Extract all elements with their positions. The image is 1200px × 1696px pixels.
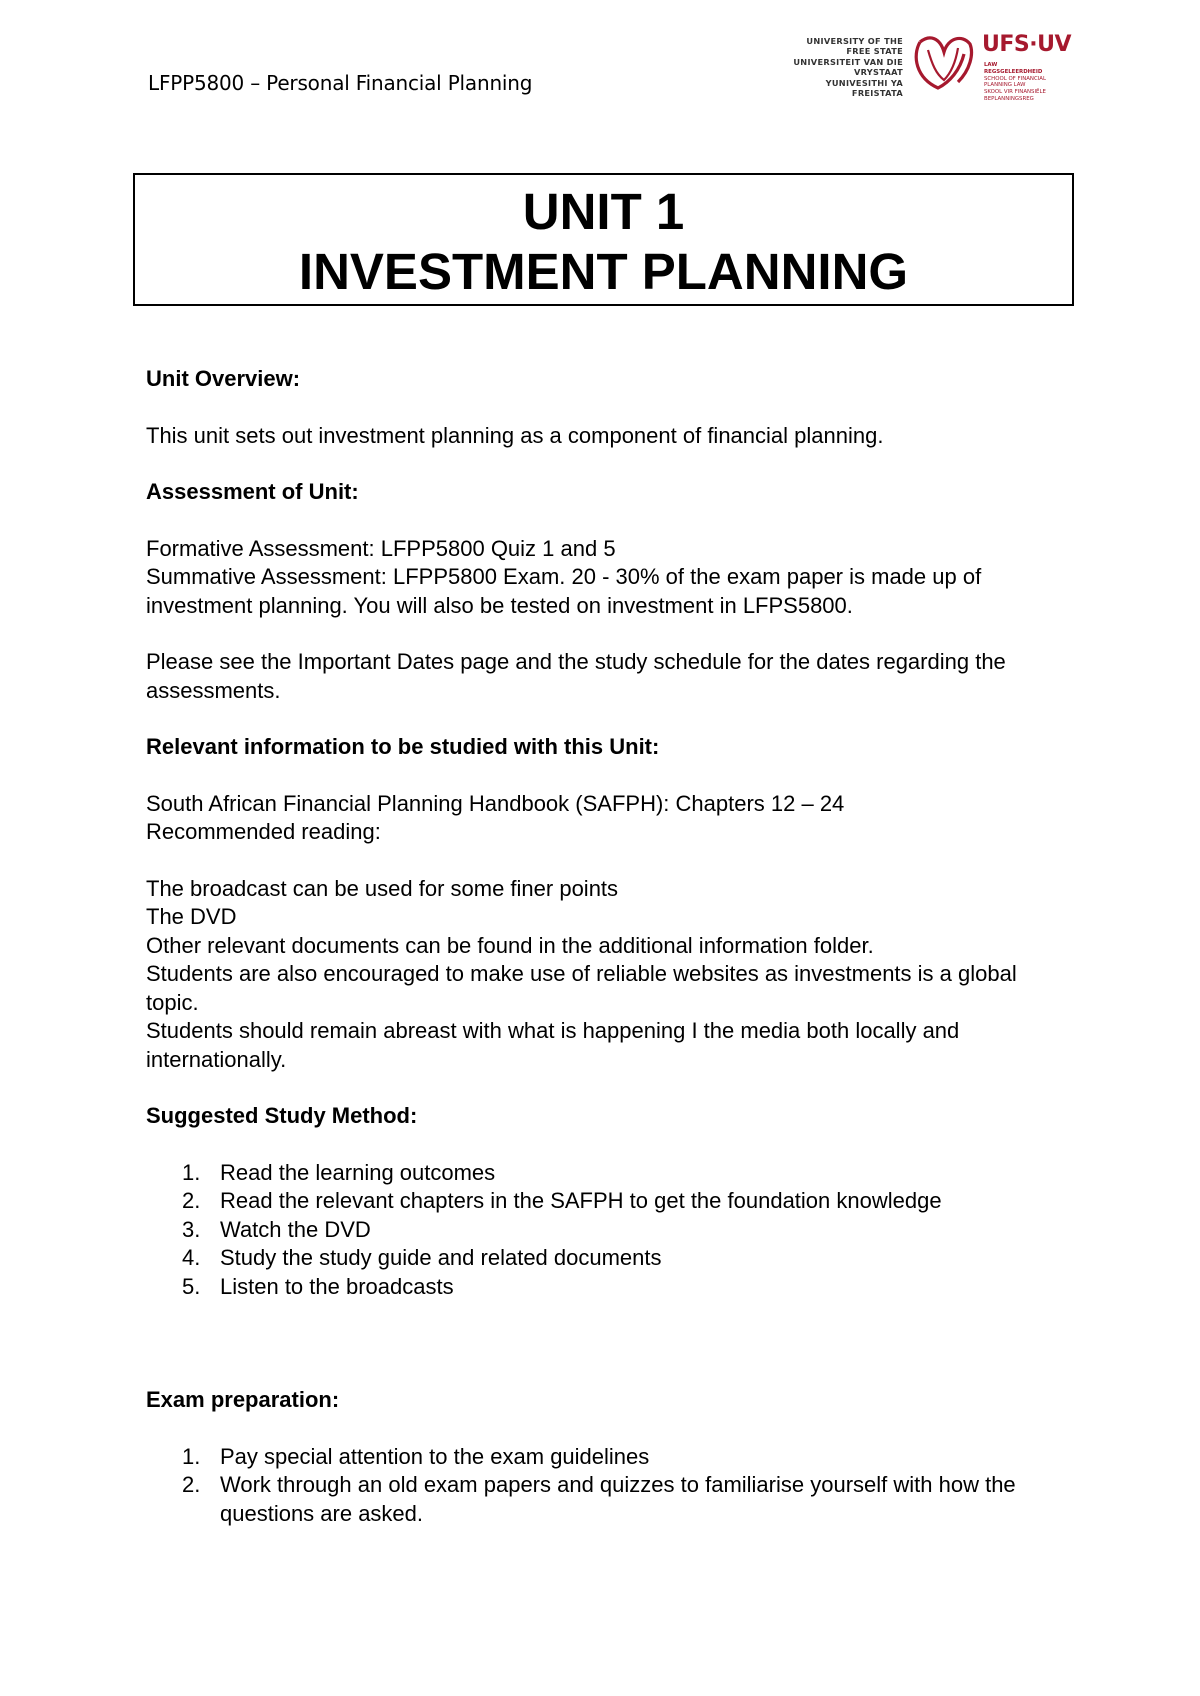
list-item xyxy=(146,1187,1066,1216)
logo-faculty-line: REGSGELEERDHEID xyxy=(984,68,1043,75)
list-item xyxy=(146,1159,1066,1188)
unit-number: UNIT 1 xyxy=(522,183,685,240)
list-item xyxy=(146,1273,1066,1302)
list-item xyxy=(146,1244,1066,1273)
relevant-line: Students are also encouraged to make use of reliable websites as investments is a global topic. xyxy=(146,961,1017,1015)
study-method-list xyxy=(146,1159,1066,1302)
relevant-line: Students should remain abreast with what is happening I the media both locally and internationally. xyxy=(146,1018,960,1072)
overview-text: This unit sets out investment planning as a component of financial planning. xyxy=(146,422,884,448)
assessment-dates-note: Please see the Important Dates page and the study schedule for the dates regarding the assessments. xyxy=(146,649,1006,703)
list-text: Read the relevant chapters in the SAFPH to get the foundation knowledge xyxy=(220,1188,942,1213)
list-number: 5. xyxy=(182,1273,201,1299)
handbook-reference: South African Financial Planning Handbook (SAFPH): Chapters 12 – 24 xyxy=(146,790,845,816)
logo-faculty-line: SKOOL VIR FINANSIËLE xyxy=(984,89,1046,96)
list-text: Pay special attention to the exam guidelines xyxy=(220,1443,650,1469)
relevant-line: Other relevant documents can be found in the additional information folder. xyxy=(146,932,874,958)
assessment-heading: Assessment of Unit: xyxy=(146,479,359,504)
list-number: 1. xyxy=(182,1159,201,1185)
list-number: 4. xyxy=(182,1245,201,1270)
relevant-info-heading: Relevant information to be studied with this Unit: xyxy=(146,734,660,759)
list-text: Work through an old exam papers and quizzes to familiarise yourself with how the questions are asked. xyxy=(220,1472,1016,1526)
unit-title-box xyxy=(133,173,1074,306)
logo-line: FREE STATE xyxy=(846,46,903,57)
list-item xyxy=(146,1443,1066,1472)
list-number: 2. xyxy=(182,1472,201,1497)
exam-prep-heading: Exam preparation: xyxy=(146,1387,340,1412)
summative-assessment: Summative Assessment: LFPP5800 Exam. 20 - 30% of the exam paper is made up of investment planning. You will also be tested on investment in LFPS5800. xyxy=(146,564,982,618)
formative-assessment: Formative Assessment: LFPP5800 Quiz 1 and 5 xyxy=(146,535,616,561)
logo-faculty xyxy=(984,62,1089,103)
logo-faculty-line: LAW xyxy=(984,62,998,68)
logo-line: UNIVERSITEIT VAN DIE xyxy=(793,56,903,67)
list-item xyxy=(146,1471,1066,1528)
logo-brand: UFS·UV xyxy=(982,32,1071,57)
list-number: 3. xyxy=(182,1216,201,1242)
list-text: Read the learning outcomes xyxy=(220,1159,496,1185)
logo-line: FREISTATA xyxy=(851,88,903,99)
list-text: Study the study guide and related documents xyxy=(220,1245,662,1270)
logo-university-name xyxy=(763,36,903,98)
relevant-line: The broadcast can be used for some finer points xyxy=(146,875,619,901)
list-text: Listen to the broadcasts xyxy=(220,1273,454,1299)
logo-line: UNIVERSITY OF THE xyxy=(806,36,903,46)
unit-title: INVESTMENT PLANNING xyxy=(298,243,909,300)
overview-heading: Unit Overview: xyxy=(146,366,301,391)
course-header-title: LFPP5800 – Personal Financial Planning xyxy=(148,71,533,95)
logo-faculty-line: PLANNING LAW xyxy=(984,82,1026,89)
exam-prep-list xyxy=(146,1443,1066,1529)
document-body xyxy=(146,365,1066,1528)
logo-faculty-line: BEPLANNINGSREG xyxy=(984,95,1034,102)
list-number: 1. xyxy=(182,1443,201,1469)
list-number: 2. xyxy=(182,1188,201,1213)
logo-line: VRYSTAAT xyxy=(854,67,903,78)
logo-faculty-line: SCHOOL OF FINANCIAL xyxy=(984,75,1046,82)
study-method-heading: Suggested Study Method: xyxy=(146,1103,418,1128)
list-item xyxy=(146,1216,1066,1245)
recommended-reading: Recommended reading: xyxy=(146,819,381,844)
relevant-line: The DVD xyxy=(146,904,237,929)
logo-line: YUNIVESITHI YA xyxy=(825,77,903,88)
ufs-emblem-icon xyxy=(910,30,978,94)
list-text: Watch the DVD xyxy=(220,1216,371,1242)
university-logo xyxy=(770,30,1088,122)
